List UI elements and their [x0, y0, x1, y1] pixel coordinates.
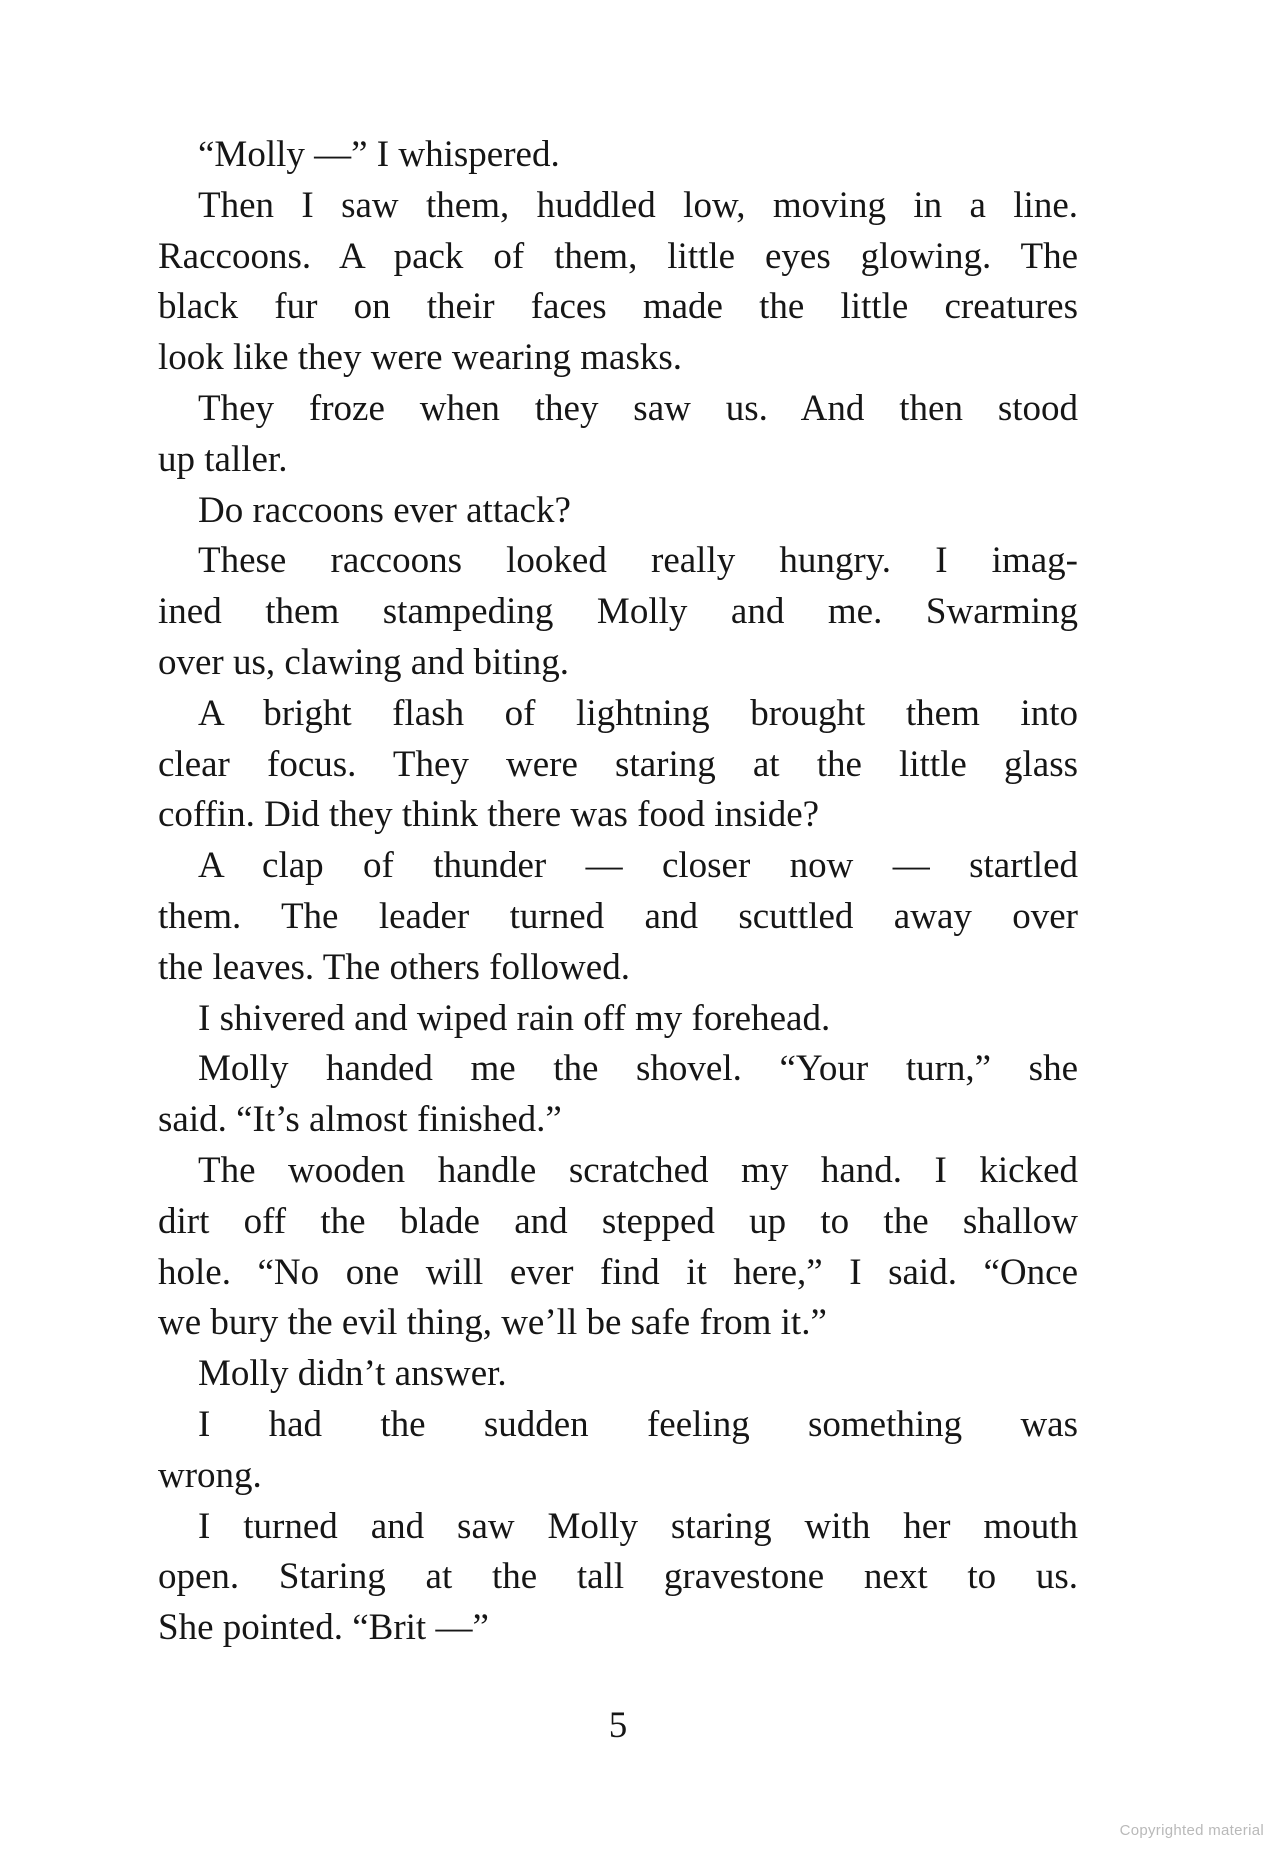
text-line: hole. “No one will ever find it here,” I said. “Once — [158, 1251, 1078, 1293]
text-line: A bright flash of lightning brought them into — [198, 692, 1078, 734]
text-line: Then I saw them, huddled low, moving in a line. — [198, 184, 1078, 226]
text-line: I turned and saw Molly staring with her mouth — [198, 1505, 1078, 1547]
page-number: 5 — [608, 1705, 628, 1746]
copyright-watermark: Copyrighted material — [1119, 1822, 1264, 1839]
text-line: “Molly —” I whispered. — [198, 134, 560, 175]
text-line: Molly handed me the shovel. “Your turn,” she — [198, 1048, 1078, 1090]
text-line: we bury the evil thing, we’ll be safe from it.” — [158, 1302, 827, 1344]
text-line: ined them stampeding Molly and me. Swarming — [158, 591, 1078, 633]
page-text-block — [158, 130, 1078, 1654]
text-line: clear focus. They were staring at the little glass — [158, 743, 1078, 785]
text-line: They froze when they saw us. And then stood — [198, 387, 1078, 429]
text-line: A clap of thunder — closer now — startled — [198, 845, 1078, 887]
text-line: said. “It’s almost finished.” — [158, 1099, 562, 1141]
text-line: The wooden handle scratched my hand. I kicked — [198, 1149, 1078, 1191]
text-line: the leaves. The others followed. — [158, 946, 630, 988]
text-line: up taller. — [158, 438, 288, 480]
text-line: She pointed. “Brit —” — [158, 1607, 489, 1649]
text-line: look like they were wearing masks. — [158, 337, 683, 379]
text-line: Raccoons. A pack of them, little eyes glowing. The — [158, 235, 1078, 277]
text-line: I shivered and wiped rain off my forehead. — [198, 997, 831, 1039]
text-line: Do raccoons ever attack? — [198, 489, 571, 531]
text-line: black fur on their faces made the little creatures — [158, 286, 1078, 328]
text-line: over us, clawing and biting. — [158, 641, 570, 683]
text-line: open. Staring at the tall gravestone next to us. — [158, 1556, 1078, 1598]
text-line: dirt off the blade and stepped up to the shallow — [158, 1200, 1078, 1242]
text-line: them. The leader turned and scuttled away over — [158, 895, 1078, 937]
text-line: Molly didn’t answer. — [198, 1353, 507, 1395]
text-line: I had the sudden feeling something was — [198, 1403, 1078, 1445]
text-line: coffin. Did they think there was food inside? — [158, 794, 820, 836]
text-line: These raccoons looked really hungry. I imag- — [198, 540, 1078, 582]
text-line: wrong. — [158, 1454, 262, 1496]
